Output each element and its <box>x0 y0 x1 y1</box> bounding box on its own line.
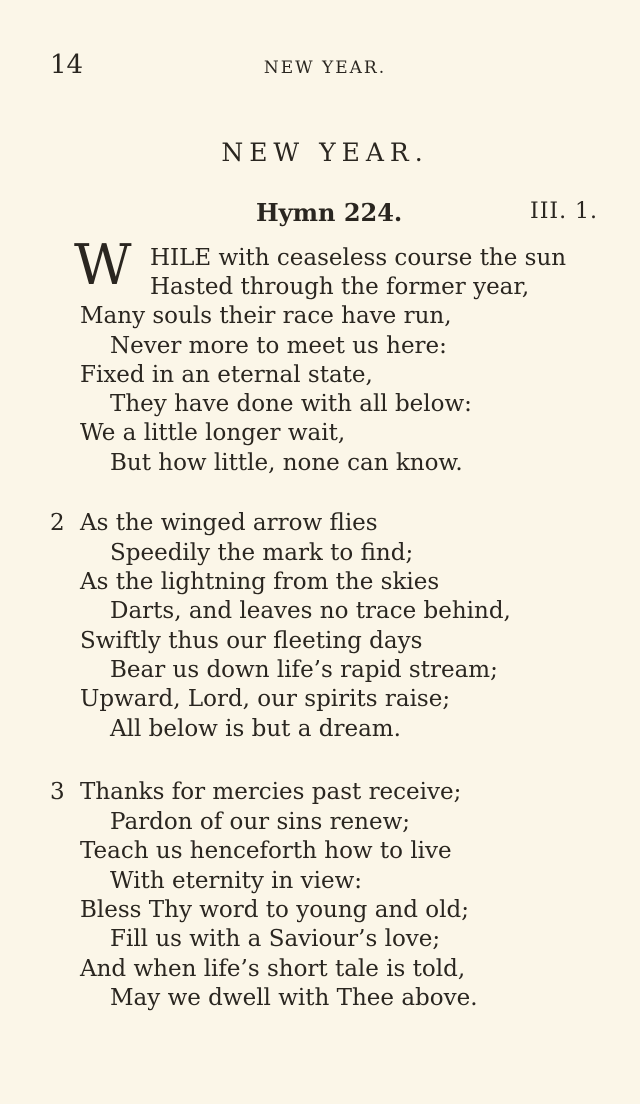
stanza-line: Many souls their race have run, <box>80 303 452 329</box>
stanza-line: Never more to meet us here: <box>110 333 447 359</box>
drop-cap: W <box>74 233 132 298</box>
stanza-line: Speedily the mark to find; <box>110 540 414 566</box>
stanza-line: Thanks for mercies past receive; <box>80 779 462 805</box>
stanza-line: Teach us henceforth how to live <box>80 838 452 864</box>
stanza-line: All below is but a dream. <box>110 716 401 742</box>
stanza-line: Fixed in an eternal state, <box>80 362 373 388</box>
stanza-line: Fill us with a Saviour’s love; <box>110 926 441 952</box>
stanza-line: But how little, none can know. <box>110 450 463 476</box>
page-number: 14 <box>50 50 84 80</box>
stanza-line: Pardon of our sins renew; <box>110 809 411 835</box>
running-head: NEW YEAR. <box>263 58 387 78</box>
stanza-line: As the winged arrow flies <box>80 510 378 536</box>
hymn-number: Hymn 224. <box>256 198 403 227</box>
hymn-meter: III. 1. <box>530 199 599 224</box>
stanza-number: 3 <box>50 779 65 805</box>
stanza-line: Swiftly thus our fleeting days <box>80 628 423 654</box>
stanza-line: We a little longer wait, <box>80 420 346 446</box>
stanza-line: May we dwell with Thee above. <box>110 985 478 1011</box>
stanza-line: They have done with all below: <box>110 391 472 417</box>
section-title: NEW YEAR. <box>221 138 429 167</box>
stanza-line: Upward, Lord, our spirits raise; <box>80 686 451 712</box>
stanza-line: With eternity in view: <box>110 868 363 894</box>
stanza-line: As the lightning from the skies <box>80 569 440 595</box>
stanza-line: HILE with ceaseless course the sun <box>150 245 567 271</box>
stanza-line: Hasted through the former year, <box>150 274 530 300</box>
stanza-line: And when life’s short tale is told, <box>80 956 466 982</box>
stanza-number: 2 <box>50 510 65 536</box>
stanza-line: Bless Thy word to young and old; <box>80 897 469 923</box>
stanza-line: Darts, and leaves no trace behind, <box>110 598 511 624</box>
stanza-line: Bear us down life’s rapid stream; <box>110 657 498 683</box>
